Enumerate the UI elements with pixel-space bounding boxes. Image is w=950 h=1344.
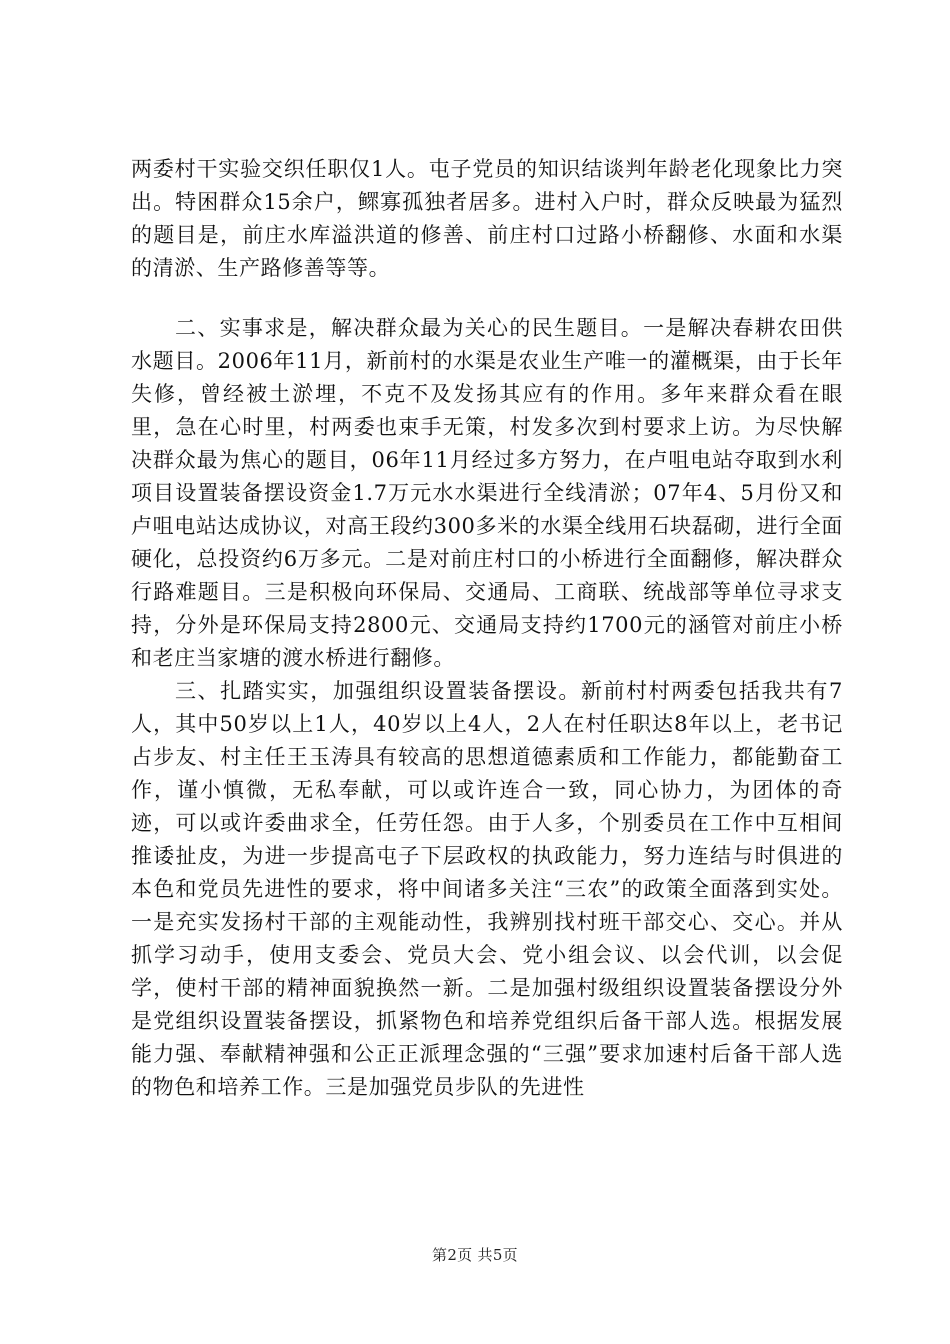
paragraph-section-three: 三、扎踏实实，加强组织设置装备摆设。新前村村两委包括我共有7人，其中50岁以上1人，40岁以上4人，2人在村任职达8年以上，老书记占步友、村主任王玉涛具有较高的思想道德素质和工作能力，都能勤奋工作，谨小慎微，无私奉献，可以或许连合一致，同心协力，为团体的奇迹，可以或许委曲求全，任劳任怨。由于人多，个别委员在工作中互相间推诿扯皮，为进一步提高屯子下层政权的执政能力，努力连结与时俱进的本色和党员先进性的要求，将中间诸多关注“三农”的政策全面落到实处。一是充实发扬村干部的主观能动性，我辨别找村班干部交心、交心。并从抓学习动手，使用支委会、党员大会、党小组会议、以会代训，以会促学，使村干部的精神面貌换然一新。二是加强村级组织设置装备摆设分外是党组织设置装备摆设，抓紧物色和培养党组织后备干部人选。根据发展能力强、奉献精神强和公正正派理念强的“三强”要求加速村后备干部人选的物色和培养工作。三是加强党员步队的先进性	[131, 679, 843, 1099]
paragraph-continuation: 两委村干实验交织任职仅1人。屯子党员的知识结谈判年龄老化现象比力突出。特困群众15余户，鳏寡孤独者居多。进村入户时，群众反映最为猛烈的题目是，前庄水库溢洪道的修善、前庄村口过路小桥翻修、水面和水渠的清淤、生产路修善等等。	[131, 157, 843, 280]
document-body	[131, 153, 843, 1104]
page-number-footer: 第2页 共5页	[432, 1246, 518, 1264]
paragraph-section-two: 二、实事求是，解决群众最为关心的民生题目。一是解决春耕农田供水题目。2006年11月，新前村的水渠是农业生产唯一的灌概渠，由于长年失修，曾经被土淤埋，不克不及发扬其应有的作用。多年来群众看在眼里，急在心时里，村两委也束手无策，村发多次到村要求上访。为尽快解决群众最为焦心的题目，06年11月经过多方努力，在卢咀电站夺取到水利项目设置装备摆设资金1.7万元水水渠进行全线清淤；07年4、5月份又和卢咀电站达成协议，对高王段约300多米的水渠全线用石块磊砌，进行全面硬化，总投资约6万多元。二是对前庄村口的小桥进行全面翻修，解决群众行路难题目。三是积极向环保局、交通局、工商联、统战部等单位寻求支持，分外是环保局支持2800元、交通局支持约1700元的涵管对前庄小桥和老庄当家塘的渡水桥进行翻修。	[131, 316, 843, 670]
